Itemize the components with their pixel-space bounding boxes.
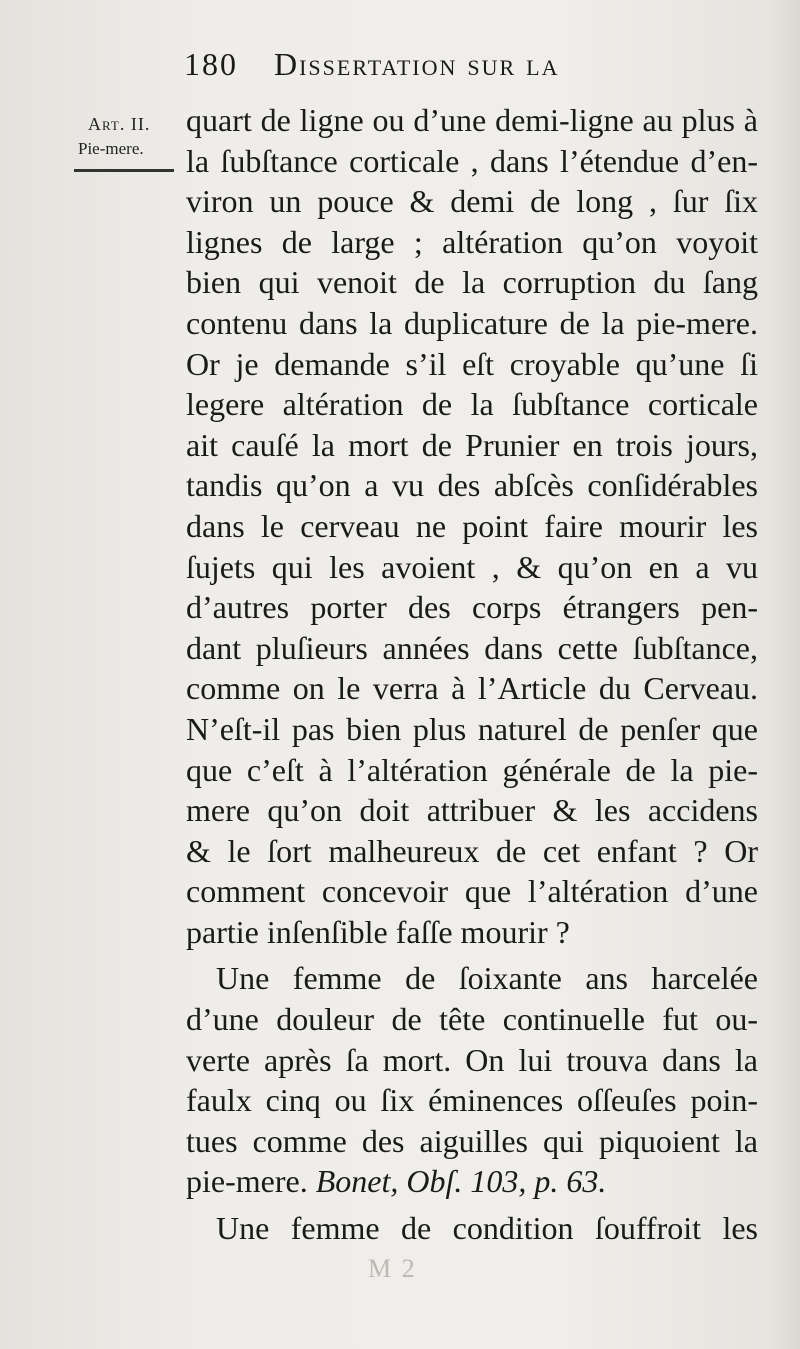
- text-line: ſujets qui les avoient , & qu’on en a vu: [186, 548, 758, 585]
- text-line: Or je demande s’il eſt croyable qu’une ſi: [186, 345, 758, 382]
- text-line: d’une douleur de tête continuelle fut ou-: [186, 1001, 758, 1038]
- text-line: legere altération de la ſubſtance corticale: [186, 386, 758, 423]
- text-line: & le ſort malheureux de cet enfant ? Or: [186, 832, 758, 869]
- margin-note: [78, 114, 182, 172]
- text-line: comment concevoir que l’altération d’une: [186, 873, 758, 910]
- text-line: comme on le verra à l’Article du Cerveau.: [186, 670, 758, 707]
- page-number: 180: [184, 46, 238, 82]
- text-line: tues comme des aiguilles qui piquoient la: [186, 1122, 758, 1159]
- text-line: lignes de large ; altération qu’on voyoit: [186, 223, 758, 260]
- margin-rule: [74, 169, 174, 172]
- text-line: dant pluſieurs années dans cette ſubſtance,: [186, 629, 758, 666]
- text-line: partie inſenſible faſſe mourir ?: [186, 913, 570, 950]
- text-line-with-citation: [186, 1161, 758, 1202]
- text-line: contenu dans la duplicature de la pie-mere.: [186, 304, 758, 341]
- text-line: que c’eſt à l’altération générale de la pie-: [186, 751, 758, 788]
- text-line: dans le cerveau ne point faire mourir les: [186, 507, 758, 544]
- text-line: Une femme de ſoixante ans harcelée: [216, 960, 758, 997]
- text-line: faulx cinq ou ſix éminences oſſeuſes poin-: [186, 1082, 758, 1119]
- text-line: ait cauſé la mort de Prunier en trois jours,: [186, 426, 758, 463]
- running-title: Dissertation sur la: [274, 46, 560, 82]
- margin-subject-label: Pie-mere.: [78, 139, 144, 158]
- text-line: verte après ſa mort. On lui trouva dans la: [186, 1041, 758, 1078]
- text-line: la ſubſtance corticale , dans l’étendue d’en-: [186, 142, 758, 179]
- text-line: tandis qu’on a vu des abſcès conſidérables: [186, 467, 758, 504]
- text-line: Une femme de condition ſouffroit les: [216, 1210, 758, 1247]
- text-fragment: pie-mere.: [186, 1163, 308, 1200]
- margin-article-label: Art. II.: [88, 114, 151, 134]
- citation: Bonet, Obſ. 103, p. 63.: [315, 1163, 607, 1200]
- text-line: viron un pouce & demi de long , ſur ſix: [186, 183, 758, 220]
- text-line: quart de ligne ou d’une demi-ligne au plus à: [186, 102, 758, 138]
- text-line: mere qu’on doit attribuer & les accidens: [186, 792, 758, 829]
- signature-mark: M 2: [368, 1254, 417, 1283]
- running-header: [184, 46, 664, 83]
- text-line: N’eſt-il pas bien plus naturel de penſer que: [186, 710, 758, 747]
- body-text: [186, 100, 758, 1249]
- text-line: d’autres porter des corps étrangers pen-: [186, 589, 758, 626]
- text-line: bien qui venoit de la corruption du ſang: [186, 264, 758, 301]
